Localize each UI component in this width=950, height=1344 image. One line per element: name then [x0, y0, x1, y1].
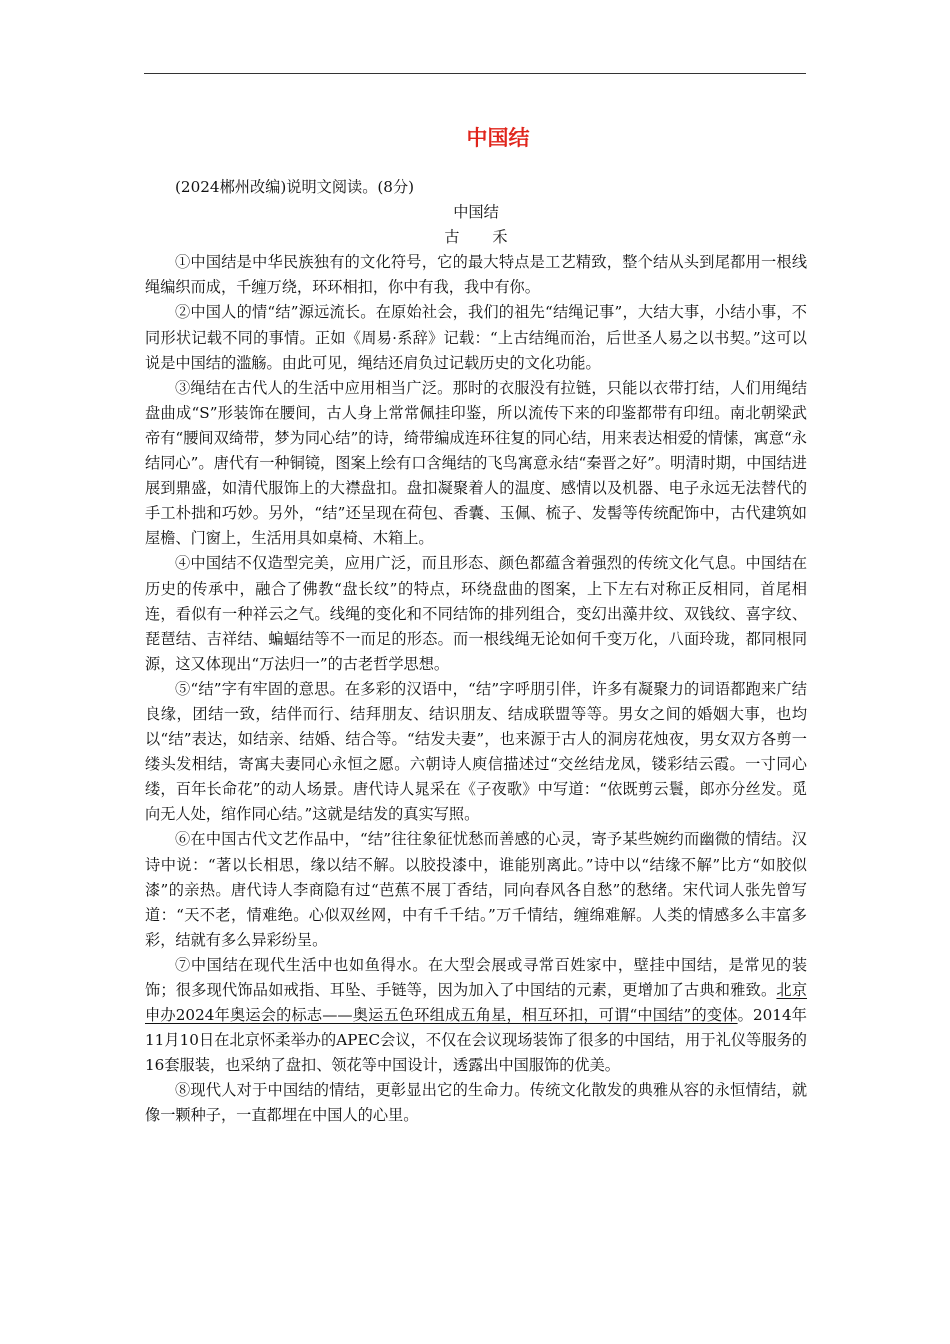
page-title: 中国结 — [466, 126, 530, 150]
header-rule — [144, 73, 806, 74]
paragraph-3: ③绳结在古代人的生活中应用相当广泛。那时的衣服没有拉链，只能以衣带打结，人们用绳结盘曲成“S”形装饰在腰间，古人身上常常佩挂印鉴，所以流传下来的印鉴都带有印纽。南北朝梁武帝有“腰间双绮带，梦为同心结”的诗，绮带编成连环往复的同心结，用来表达相爱的情愫，寓意“永结同心”。唐代有一种铜镜，图案上绘有口含绳结的飞鸟寓意永结“秦晋之好”。明清时期，中国结进展到鼎盛，如清代服饰上的大襟盘扣。盘扣凝聚着人的温度、感情以及机器、电子永远无法替代的手工朴拙和巧妙。另外，“结”还呈现在荷包、香囊、玉佩、梳子、发髻等传统配饰中，古代建筑如屋檐、门窗上，生活用具如桌椅、木箱上。 — [145, 378, 807, 548]
paragraph-7-part-a: ⑦中国结在现代生活中也如鱼得水。在大型会展或寻常百姓家中，壁挂中国结，是常见的装饰；很多现代饰品如戒指、耳坠、手链等，因为加入了中国结的元素，更增加了古典和雅致。 — [145, 955, 807, 999]
underlined-sentence: 北京申办2024年奥运会的标志——奥运五色环组成五角星，相互环扣，可谓“中国结”的变体 — [145, 981, 808, 1025]
paragraph-6: ⑥在中国古代文艺作品中，“结”往往象征忧愁而善感的心灵，寄予某些婉约而幽微的情结。汉诗中说：“著以长相思，缘以结不解。以胶投漆中，谁能别离此。”诗中以“结缘不解”比方“如胶似漆”的亲热。唐代诗人李商隐有过“芭蕉不展丁香结，同向春风各自愁”的愁绪。宋代词人张先曾写道：“天不老，情难绝。心似双丝网，中有千千结。”万千情结，缠绵难解。人类的情感多么丰富多彩，结就有多么异彩纷呈。 — [145, 830, 807, 949]
paragraph-7 — [145, 953, 807, 1078]
paragraph-1: ①中国结是中华民族独有的文化符号，它的最大特点是工艺精致，整个结从头到尾都用一根线绳编织而成，千缠万绕，环环相扣，你中有我，我中有你。 — [145, 253, 807, 297]
paragraph-7-part-b: 。2014年11月10日在北京怀柔举办的APEC会议，不仅在会议现场装饰了很多的中国结，用于礼仪等服务的16套服装，也采纳了盘扣、领花等中国设计，透露出中国服饰的优美。 — [145, 1006, 807, 1075]
paragraph-2: ②中国人的情“结”源远流长。在原始社会，我们的祖先“结绳记事”，大结大事，小结小事，不同形状记载不同的事情。正如《周易·系辞》记载：“上古结绳而治，后世圣人易之以书契。”这可以说是中国结的滥觞。由此可见，绳结还肩负过记载历史的文化功能。 — [145, 303, 807, 372]
paragraph-4: ④中国结不仅造型完美，应用广泛，而且形态、颜色都蕴含着强烈的传统文化气息。中国结在历史的传承中，融合了佛教“盘长纹”的特点，环绕盘曲的图案，上下左右对称正反相同，首尾相连，看似有一种祥云之气。线绳的变化和不同结饰的排列组合，变幻出藻井纹、双钱纹、喜字纹、琵琶结、吉祥结、蝙蝠结等不一而足的形态。而一根线绳无论如何千变万化，八面玲珑，都同根同源，这又体现出“万法归一”的古老哲学思想。 — [145, 554, 807, 673]
question-source: (2024郴州改编)说明文阅读。(8分) — [175, 178, 415, 196]
paragraph-8: ⑧现代人对于中国结的情结，更彰显出它的生命力。传统文化散发的典雅从容的永恒情结，就像一颗种子，一直都埋在中国人的心里。 — [145, 1081, 807, 1125]
article-title: 中国结 — [453, 203, 499, 222]
article-author: 古 禾 — [444, 228, 522, 247]
paragraph-5: ⑤“结”字有牢固的意思。在多彩的汉语中，“结”字呼朋引伴，许多有凝聚力的词语都跑来广结良缘，团结一致，结伴而行、结拜朋友、结识朋友、结成联盟等等。男女之间的婚姻大事，也均以“结”表达，如结亲、结婚、结合等。“结发夫妻”，也来源于古人的洞房花烛夜，男女双方各剪一缕头发相结，寄寓夫妻同心永恒之愿。六朝诗人庾信描述过“交丝结龙凤，镂彩结云霞。一寸同心缕，百年长命花”的动人场景。唐代诗人晁采在《子夜歌》中写道：“依既剪云鬟，郎亦分丝发。觅向无人处，绾作同心结。”这就是结发的真实写照。 — [145, 679, 807, 824]
article-body — [145, 175, 807, 1129]
